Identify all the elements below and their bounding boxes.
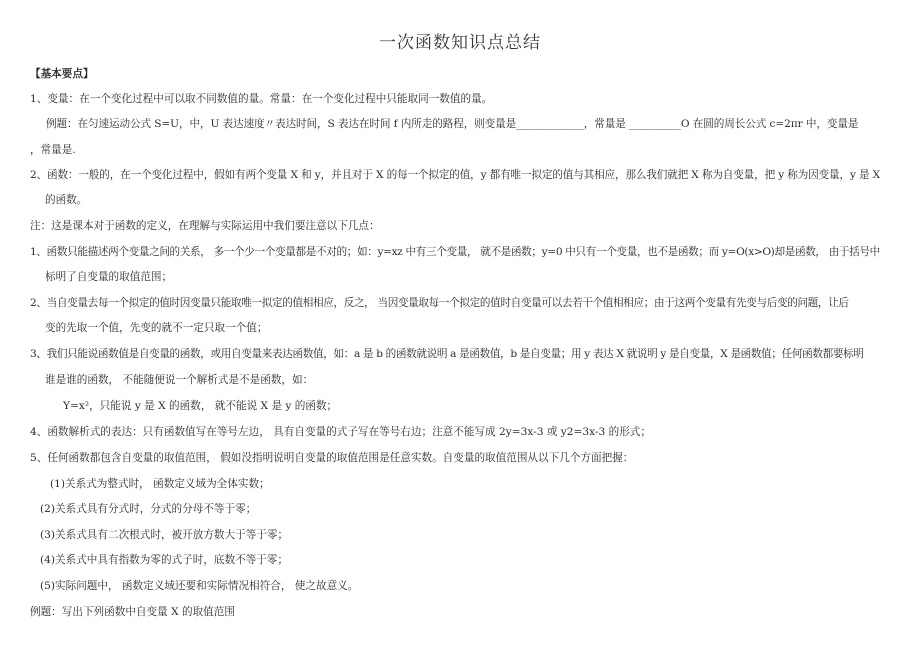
paragraph-example-1: 例题：在匀速运动公式 S=U，中，U 表达速度〃表达时间，S 表达在时间 f 内所走的路程，则变量是_____________，常量是 __________O 在圆的周长公式 c=2πr 中，变量是 xyxy=(46,118,859,130)
paragraph-variable-definition: 1、变量：在一个变化过程中可以取不同数值的量。常量：在一个变化过程中只能取同一数值的量。 xyxy=(30,93,493,105)
paragraph-example-1-cont: ，常量是. xyxy=(30,144,76,156)
paragraph-function-definition: 2、函数：一般的，在一个变化过程中，假如有两个变量 X 和 y，并且对于 X 的每一个拟定的值，y 都有唯一拟定的值与其相应，那么我们就把 X 称为自变量，把 y 称为因变量，y 是 X xyxy=(30,169,881,181)
note-item-3-example: Y=x²，只能说 y 是 X 的函数， 就不能说 X 是 y 的函数； xyxy=(63,400,338,412)
note-item-4: 4、函数解析式的表达：只有函数值写在等号左边， 具有自变量的式子写在等号右边；注意不能写成 2y=3x-3 或 y2=3x-3 的形式； xyxy=(30,426,651,438)
note-item-1: 1、函数只能描述两个变量之间的关系， 多一个少一个变量都是不对的；如：y=xz 中有三个变量， 就不是函数；y=0 中只有一个变量，也不是函数；而 y=O(x>O)却是函数， 由于括号中 xyxy=(30,246,880,258)
note-item-2-cont: 变的先取一个值，先变的就不一定只取一个值； xyxy=(45,322,268,334)
note-item-5: 5、任何函数都包含自变量的取值范围， 假如没指明说明自变量的取值范围是任意实数。自变量的取值范围从以下几个方面把握： xyxy=(30,452,634,464)
note-item-2: 2、当自变量去每一个拟定的值时因变量只能取唯一拟定的值相相应，反之， 当因变量取每一个拟定的值时自变量可以去若干个值相相应；由于这两个变量有先变与后变的问题，让后 xyxy=(30,297,849,309)
note-item-3-cont: 谁是谁的函数， 不能随便说一个解析式是不是函数，如： xyxy=(45,374,314,386)
domain-rule-2: (2)关系式具有分式时，分式的分母不等于零； xyxy=(40,503,257,515)
document-title: 一次函数知识点总结 xyxy=(379,33,541,53)
note-item-3: 3、我们只能说函数值是自变量的函数，或用自变量来表达函数值，如：a 是 b 的函数就说明 a 是函数值，b 是自变量；用 y 表达 X 就说明 y 是自变量，X 是函数值；任何函数都要标明 xyxy=(30,348,864,360)
domain-rule-1: (1)关系式为整式时， 函数定义域为全体实数； xyxy=(50,478,270,490)
domain-rule-5: (5)实际问题中， 函数定义域还要和实际情况相符合， 使之故意义。 xyxy=(40,580,359,592)
paragraph-function-definition-cont: 的函数。 xyxy=(45,194,88,206)
section-heading: 【基本要点】 xyxy=(30,68,94,80)
domain-rule-3: (3)关系式具有二次根式时，被开放方数大于等于零； xyxy=(40,529,289,541)
domain-rule-4: (4)关系式中具有指数为零的式子时，底数不等于零； xyxy=(40,554,289,566)
paragraph-example-2: 例题：写出下列函数中自变量 X 的取值范围 xyxy=(30,606,235,618)
paragraph-note: 注：这是课本对于函数的定义，在理解与实际运用中我们要注意以下几点： xyxy=(30,220,380,232)
note-item-1-cont: 标明了自变量的取值范围； xyxy=(45,271,173,283)
